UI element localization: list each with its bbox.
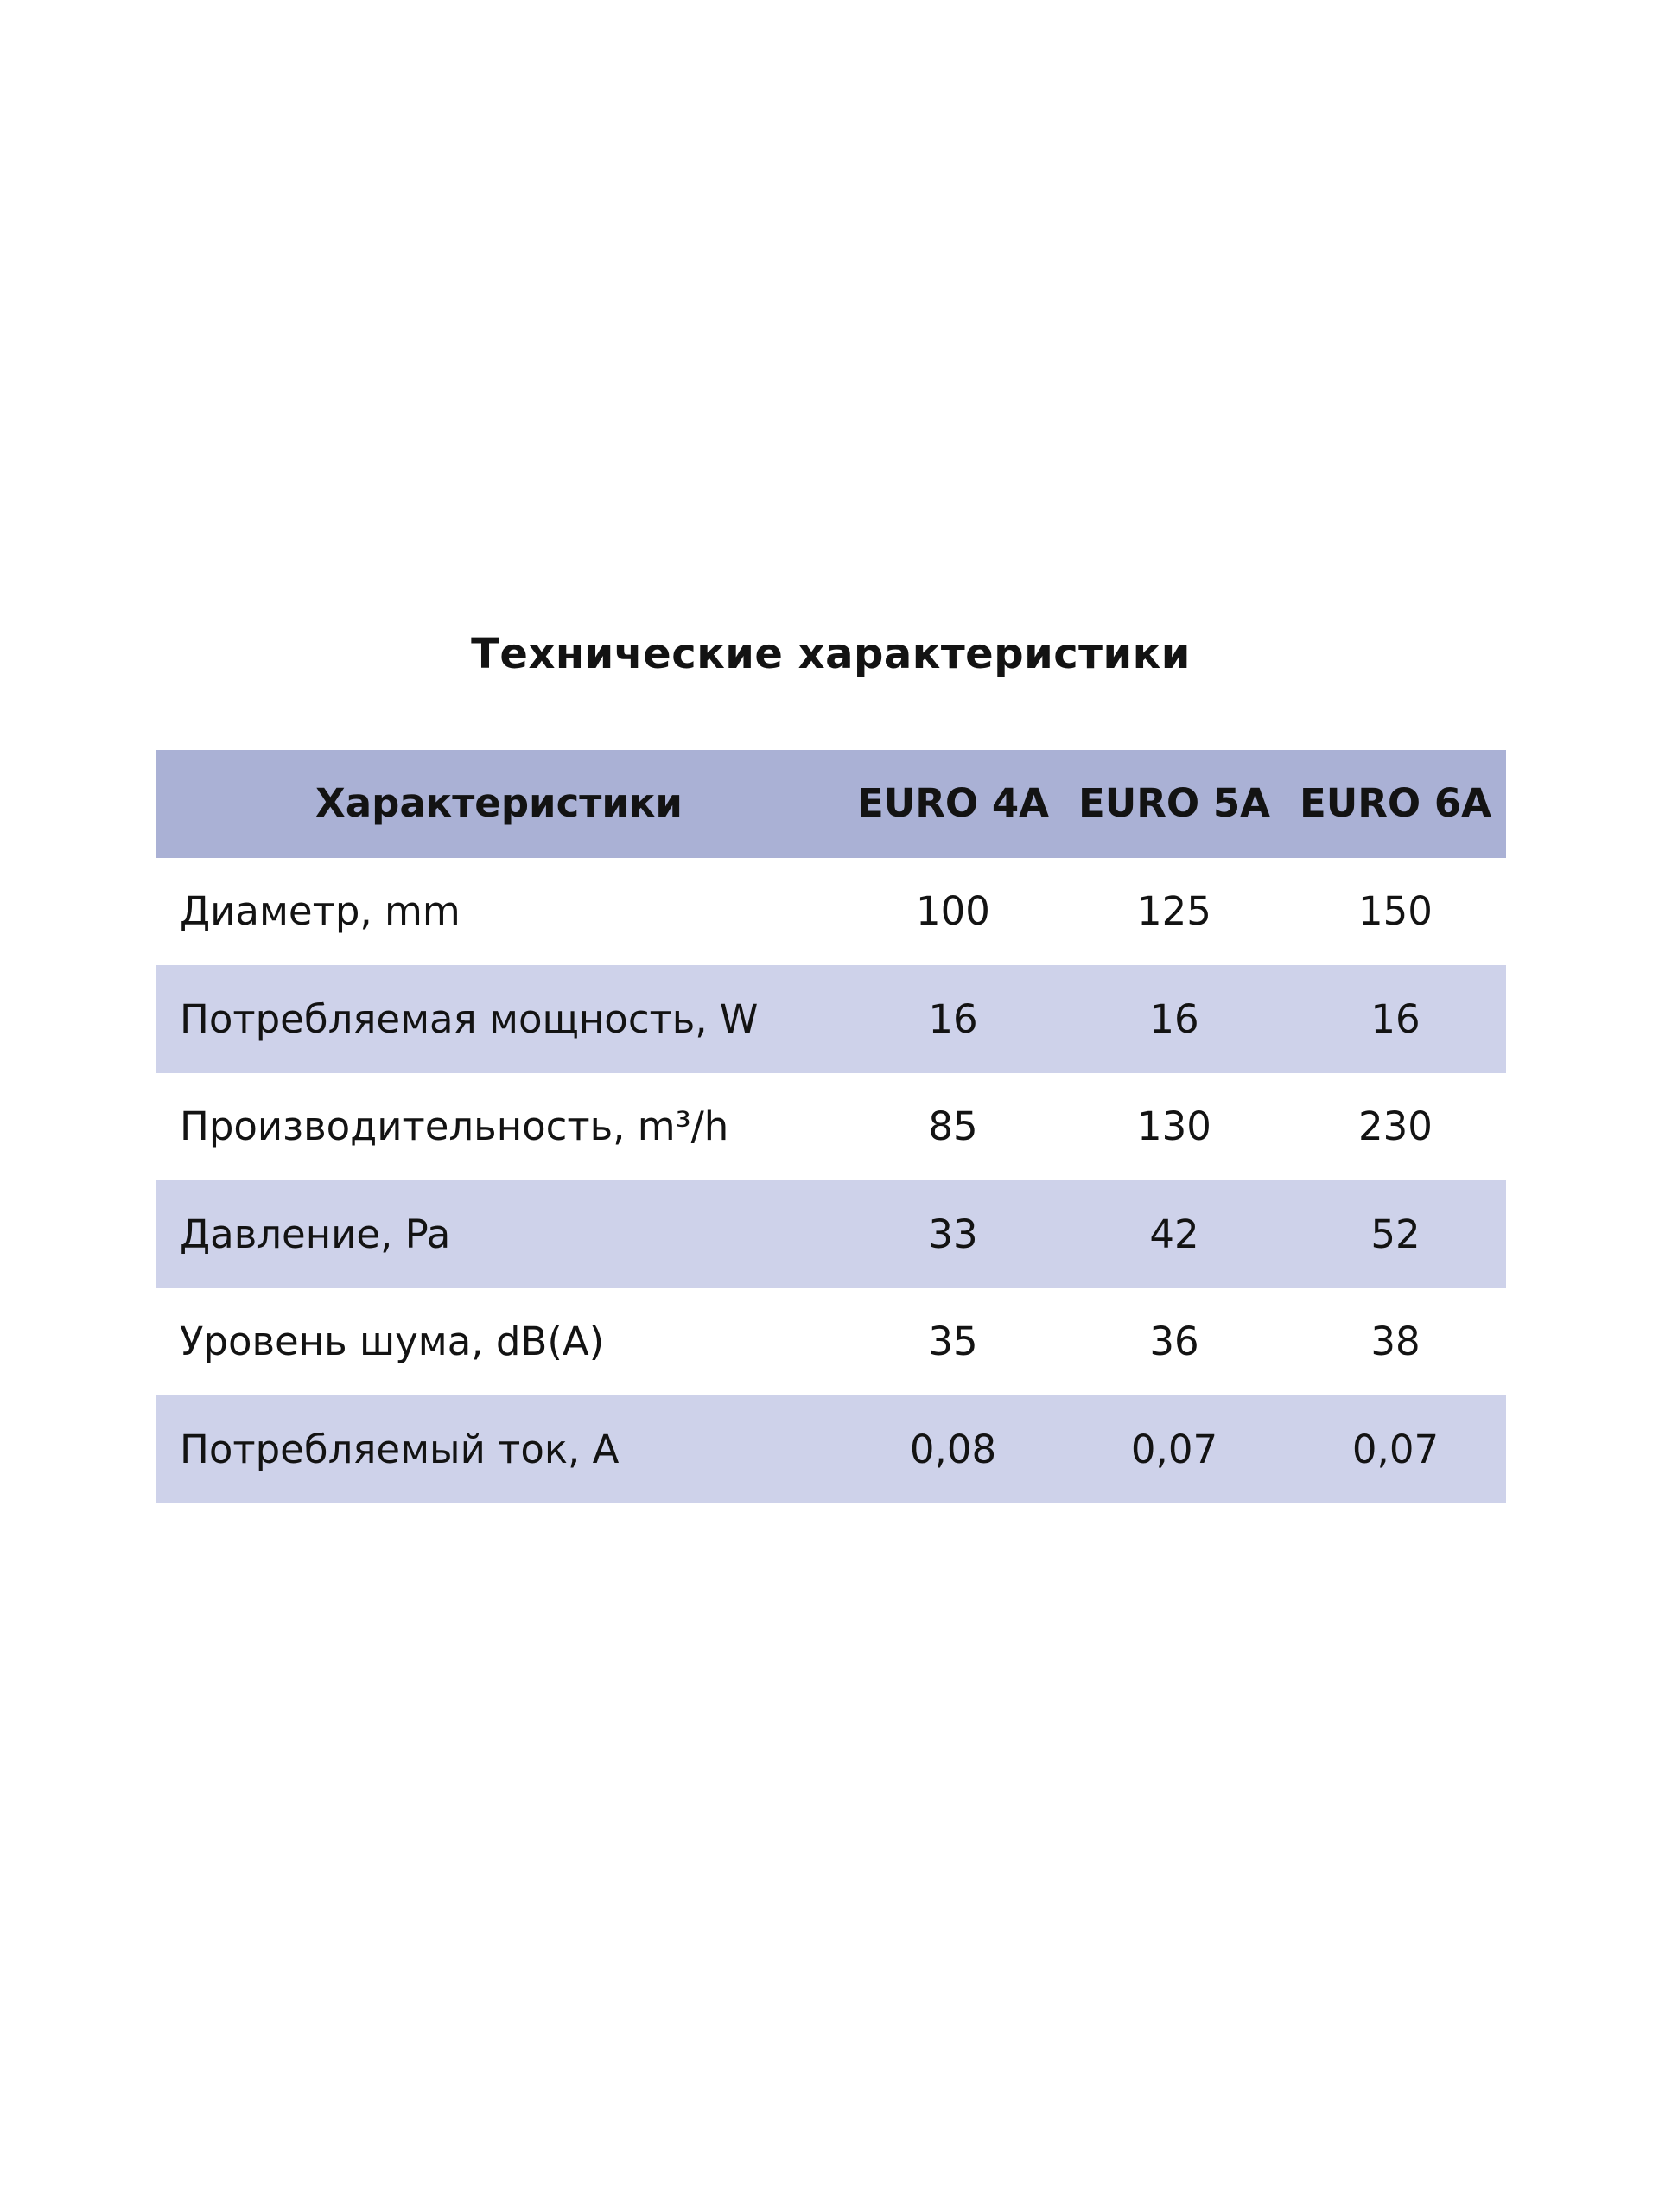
table-row-pressure [156, 1180, 1506, 1288]
row-label: Производительность, m³/h [180, 1103, 729, 1150]
row-value: 125 [1137, 887, 1211, 934]
table-row-airflow [156, 1073, 1506, 1181]
row-label: Потребляемый ток, A [180, 1426, 620, 1472]
row-value: 38 [1370, 1319, 1421, 1365]
row-label: Диаметр, mm [180, 887, 461, 934]
row-value: 16 [928, 995, 978, 1042]
row-value: 36 [1149, 1319, 1199, 1365]
page-title: Технические характеристики [471, 630, 1191, 678]
table-header-row [156, 750, 1506, 858]
row-value: 0,08 [909, 1426, 997, 1472]
header-col-euro-4a: EURO 4A [857, 780, 1049, 827]
row-value: 0,07 [1351, 1426, 1440, 1472]
row-label: Давление, Pa [180, 1211, 451, 1257]
table-row-current [156, 1395, 1506, 1503]
row-value: 52 [1370, 1211, 1421, 1257]
row-value: 42 [1149, 1211, 1199, 1257]
row-value: 130 [1137, 1103, 1211, 1150]
header-characteristics-label: Характеристики [315, 780, 683, 827]
row-label: Потребляемая мощность, W [180, 995, 759, 1042]
row-value: 85 [928, 1103, 978, 1150]
table-row-noise [156, 1288, 1506, 1396]
table-row-diameter [156, 858, 1506, 966]
header-col-euro-6a: EURO 6A [1300, 780, 1491, 827]
row-value: 0,07 [1130, 1426, 1218, 1472]
header-col-euro-5a: EURO 5A [1078, 780, 1270, 827]
row-value: 230 [1358, 1103, 1433, 1150]
spec-table [156, 750, 1506, 1503]
row-value: 35 [928, 1319, 978, 1365]
row-label: Уровень шума, dB(A) [180, 1319, 605, 1365]
row-value: 16 [1370, 995, 1421, 1042]
row-value: 150 [1358, 887, 1433, 934]
table-row-power [156, 965, 1506, 1073]
row-value: 100 [916, 887, 990, 934]
row-value: 33 [928, 1211, 978, 1257]
row-value: 16 [1149, 995, 1199, 1042]
